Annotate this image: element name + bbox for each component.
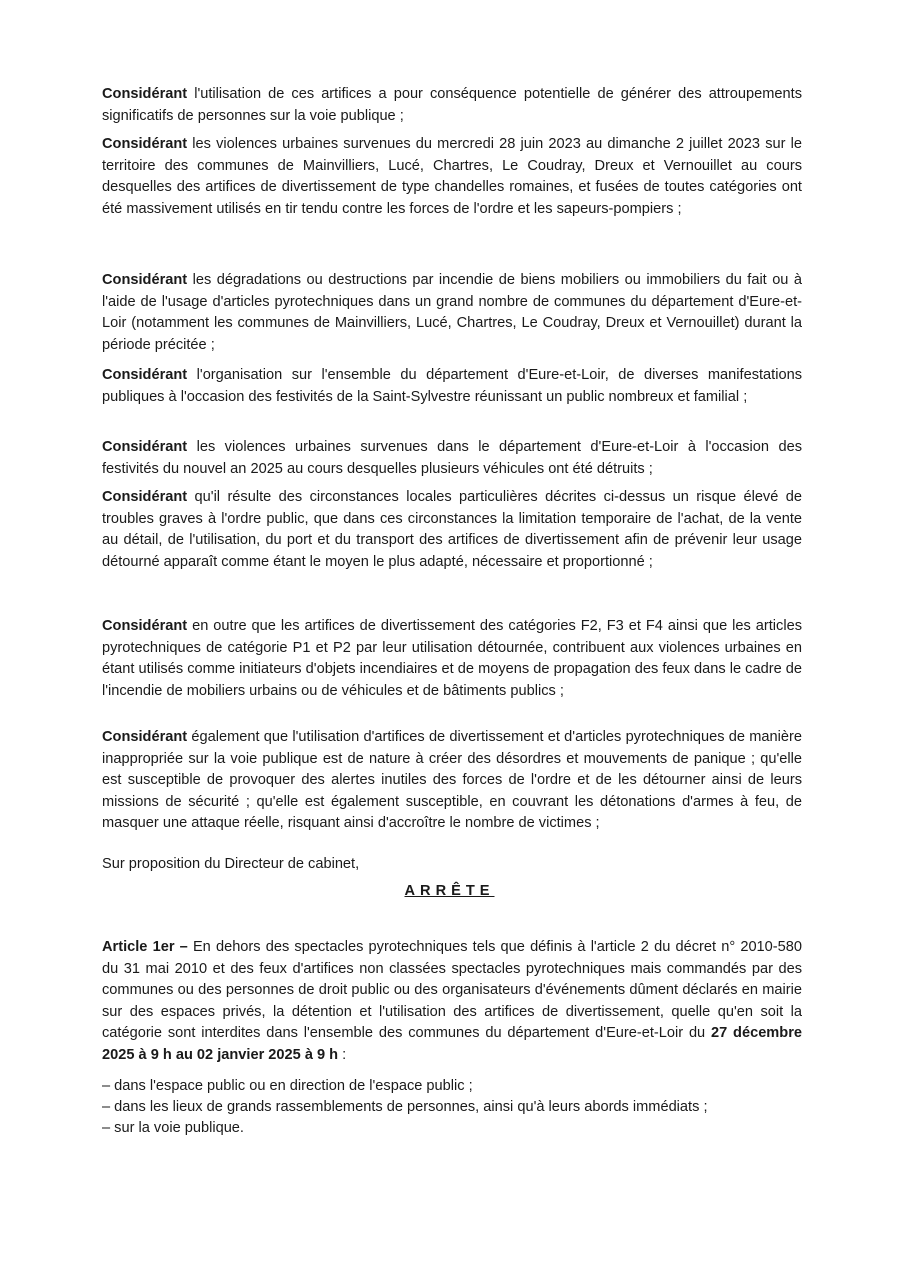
article-dates: 27 décembre 2025 à 9 h au 02 janvier 2025 à 9 h	[102, 1025, 802, 1063]
paragraph-text: en outre que les artifices de divertissement des catégories F2, F3 et F4 ainsi que les articles pyrotechniques de catégorie P1 et P2 par leur utilisation détournée, contribuent aux violences urbaines en étant utilisés comme initiateurs d'objets incendiaires et de moyens de propagation des feux dans le cadre de l'incendie de mobiliers urbains ou de véhicules et de bâtiments publics ;	[102, 618, 802, 699]
paragraph-keyword: Considérant	[102, 272, 188, 288]
paragraph-keyword: Considérant	[102, 439, 188, 455]
list-item: – sur la voie publique.	[102, 1120, 244, 1136]
paragraph-text: les violences urbaines survenues du mercredi 28 juin 2023 au dimanche 2 juillet 2023 sur le territoire des communes de Mainvilliers, Lucé, Chartres, Le Coudray, Dreux et Vernouillet au cours desquelles des artifices de divertissement de type chandelles romaines, et fusées de toutes catégories ont été massivement utilisés en tir tendu contre les forces de l'ordre et les sapeurs-pompiers ;	[102, 136, 802, 217]
paragraph-keyword: Considérant	[102, 489, 188, 505]
paragraph-text: l'organisation sur l'ensemble du département d'Eure-et-Loir, de diverses manifestations publiques à l'occasion des festivités de la Saint-Sylvestre réunissant un public nombreux et familial ;	[102, 367, 802, 405]
article-text: En dehors des spectacles pyrotechniques tels que définis à l'article 2 du décret n° 2010-580 du 31 mai 2010 et des feux d'artifices non classées spectacles pyrotechniques mais commandés par des communes ou des personnes de droit public ou des organisateurs d'événements dûment déclarés en mairie sur des espaces privés, la détention et l'utilisation des artifices de divertissement, quelle qu'en soit la catégorie sont interdites dans l'ensemble des communes du département d'Eure-et-Loir du	[102, 939, 802, 1041]
paragraph-text: les dégradations ou destructions par incendie de biens mobiliers ou immobiliers du fait ou à l'aide de l'usage d'articles pyrotechniques dans un grand nombre de communes du département d'Eure-et-Loir (notamment les communes de Mainvilliers, Lucé, Chartres, Le Coudray, Dreux et Vernouillet) durant la période précitée ;	[102, 272, 802, 353]
considerant-paragraph-1	[102, 84, 802, 127]
article-label: Article 1er –	[102, 939, 188, 955]
considerant-paragraph-5	[102, 437, 802, 480]
paragraph-keyword: Considérant	[102, 367, 188, 383]
paragraph-keyword: Considérant	[102, 86, 188, 102]
paragraph-text: les violences urbaines survenues dans le département d'Eure-et-Loir à l'occasion des festivités du nouvel an 2025 au cours desquelles plusieurs véhicules ont été détruits ;	[102, 439, 802, 477]
considerant-paragraph-4	[102, 365, 802, 408]
paragraph-keyword: Considérant	[102, 729, 188, 745]
paragraph-text: également que l'utilisation d'artifices de divertissement et d'articles pyrotechniques de manière inappropriée sur la voie publique est de nature à créer des désordres et mouvements de panique ; qu'elle est susceptible de provoquer des alertes inutiles des forces de l'ordre et de les détourner ainsi de leurs missions de sécurité ; qu'elle est également susceptible, en couvrant les détonations d'armes à feu, de masquer une attaque réelle, risquant ainsi d'accroître le nombre de victimes ;	[102, 729, 802, 831]
paragraph-keyword: Considérant	[102, 618, 188, 634]
paragraph-keyword: Considérant	[102, 136, 188, 152]
proposal-line: Sur proposition du Directeur de cabinet,	[102, 856, 360, 872]
paragraph-text: l'utilisation de ces artifices a pour conséquence potentielle de générer des attroupements significatifs de personnes sur la voie publique ;	[102, 86, 802, 124]
considerant-paragraph-6	[102, 487, 802, 573]
article-end: :	[338, 1046, 347, 1063]
considerant-paragraph-3	[102, 270, 802, 356]
considerant-paragraph-8	[102, 727, 802, 835]
list-item: – dans l'espace public ou en direction de l'espace public ;	[102, 1078, 473, 1094]
considerant-paragraph-2	[102, 134, 802, 220]
arrete-title: ARRÊTE	[404, 883, 495, 899]
article-1	[102, 937, 802, 1066]
considerant-paragraph-7	[102, 616, 802, 702]
list-item: – dans les lieux de grands rassemblements de personnes, ainsi qu'à leurs abords immédiats ;	[102, 1099, 708, 1115]
paragraph-text: qu'il résulte des circonstances locales particulières décrites ci-dessus un risque élevé de troubles graves à l'ordre public, que dans ces circonstances la limitation temporaire de l'achat, de la vente au détail, de l'utilisation, du port et du transport des artifices de divertissement afin de prévenir leur usage détourné apparaît comme étant le moyen le plus adapté, nécessaire et proportionné ;	[102, 489, 802, 570]
